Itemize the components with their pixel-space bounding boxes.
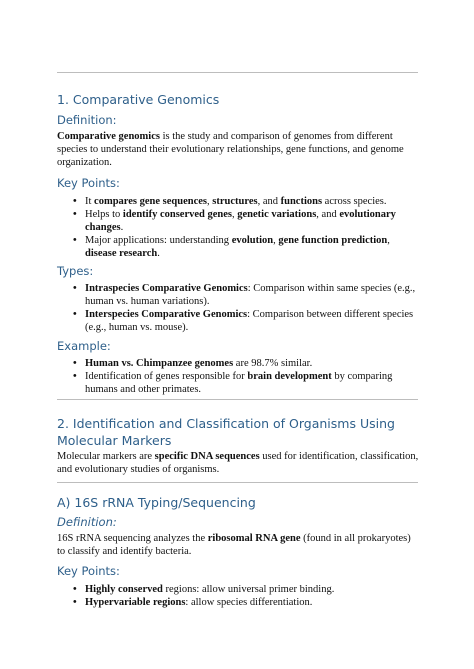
- list-item: • Intraspecies Comparative Genomics: Comparison within same species (e.g., human vs. human variations).: [73, 283, 416, 307]
- section-heading-molecular-markers: 2. Identification and Classification of Organisms Using Molecular Markers: [57, 416, 395, 448]
- list-item: • Major applications: understanding evolution, gene function prediction, disease research.: [73, 235, 390, 259]
- list-item: • Helps to identify conserved genes, genetic variations, and evolutionary changes.: [73, 209, 396, 233]
- example-heading: Example:: [57, 339, 111, 353]
- section-heading-comparative-genomics: 1. Comparative Genomics: [57, 92, 220, 107]
- divider: [57, 399, 418, 400]
- key-points-heading: Key Points:: [57, 176, 120, 190]
- key-points-heading: Key Points:: [57, 564, 120, 578]
- types-heading: Types:: [57, 264, 94, 278]
- list-item: • Highly conserved regions: allow universal primer binding.: [73, 584, 335, 595]
- definition-heading: Definition:: [57, 515, 117, 529]
- list-item: • Identification of genes responsible for brain development by comparing humans and other primates.: [73, 371, 393, 395]
- list-item: • It compares gene sequences, structures, and functions across species.: [73, 196, 387, 207]
- key-points-list: [57, 583, 419, 609]
- divider: [57, 72, 418, 73]
- term: Comparative genomics: [57, 131, 160, 142]
- divider: [57, 482, 418, 483]
- definition-heading: Definition:: [57, 113, 117, 127]
- list-item: • Interspecies Comparative Genomics: Comparison between different species (e.g., human vs. mouse).: [73, 309, 414, 333]
- list-item: • Human vs. Chimpanzee genomes are 98.7% similar.: [73, 358, 313, 369]
- intro-paragraph: Molecular markers are specific DNA sequences used for identification, classification, and evolutionary studies of organisms.: [57, 451, 419, 475]
- list-item: • Hypervariable regions: allow species differentiation.: [73, 597, 313, 608]
- key-points-list: [57, 195, 419, 260]
- types-list: [57, 282, 419, 334]
- definition-paragraph: 16S rRNA sequencing analyzes the ribosomal RNA gene (found in all prokaryotes) to classify and identify bacteria.: [57, 533, 411, 557]
- definition-paragraph: Comparative genomics is the study and comparison of genomes from different species to understand their evolutionary relationships, gene functions, and genome organization.: [57, 131, 404, 168]
- example-list: [57, 357, 419, 396]
- subsection-heading-16s-rrna: A) 16S rRNA Typing/Sequencing: [57, 495, 256, 510]
